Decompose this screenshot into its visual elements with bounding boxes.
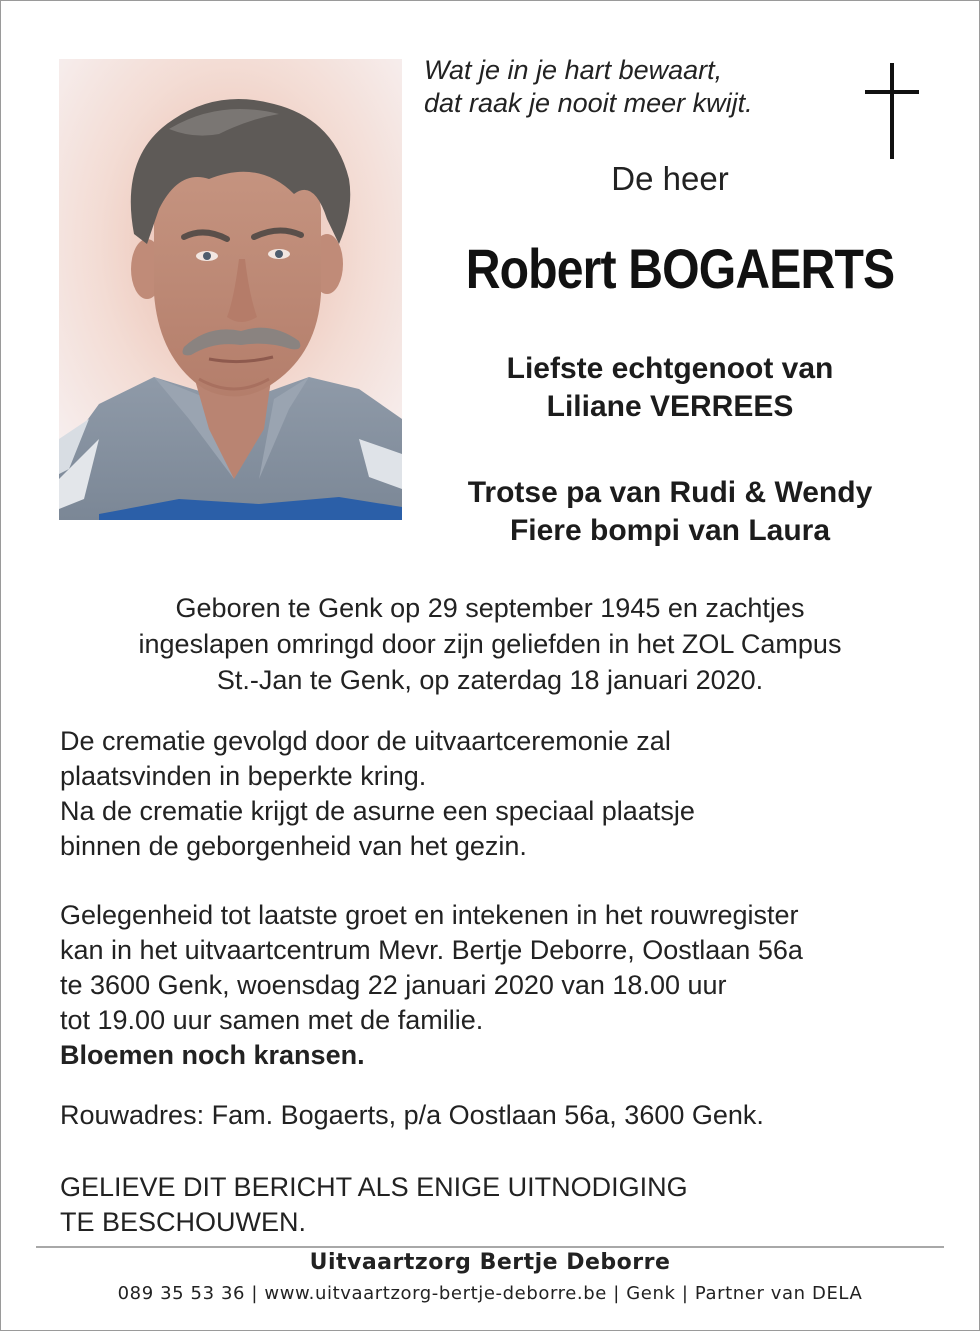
paragraph-line: te 3600 Genk, woensdag 22 januari 2020 van 18.00 uur bbox=[60, 970, 727, 1000]
relation-line: Fiere bompi van Laura bbox=[509, 514, 831, 547]
deceased-name: Robert BOGAERTS bbox=[465, 237, 895, 300]
memorial-quote bbox=[424, 54, 844, 120]
portrait-photo bbox=[59, 59, 402, 520]
paragraph-line: St.-Jan te Genk, op zaterdag 18 januari 2020. bbox=[216, 665, 764, 695]
paragraph-line: TE BESCHOUWEN. bbox=[60, 1207, 307, 1237]
funeral-home-name: Uitvaartzorg Bertje Deborre bbox=[309, 1250, 671, 1275]
paragraph-line: GELIEVE DIT BERICHT ALS ENIGE UITNODIGING bbox=[60, 1172, 688, 1202]
relation-line: Trotse pa van Rudi & Wendy bbox=[467, 476, 873, 509]
funeral-home-contact: 089 35 53 36 | www.uitvaartzorg-bertje-deborre.be | Genk | Partner van DELA bbox=[117, 1283, 863, 1304]
quote-line: dat raak je nooit meer kwijt. bbox=[424, 88, 753, 118]
quote-line: Wat je in je hart bewaart, bbox=[424, 55, 723, 85]
cremation-paragraph bbox=[60, 724, 940, 864]
visitation-paragraph bbox=[60, 898, 940, 1073]
invitation-notice bbox=[60, 1170, 940, 1240]
paragraph-line: Na de crematie krijgt de asurne een speciaal plaatsje bbox=[60, 796, 695, 826]
paragraph-line: kan in het uitvaartcentrum Mevr. Bertje Deborre, Oostlaan 56a bbox=[60, 935, 803, 965]
mourning-address bbox=[60, 1098, 940, 1133]
footer-divider bbox=[36, 1246, 944, 1248]
birth-death-paragraph bbox=[40, 590, 940, 698]
family-relations bbox=[410, 474, 930, 550]
paragraph-line: binnen de geborgenheid van het gezin. bbox=[60, 831, 527, 861]
paragraph-line: plaatsvinden in beperkte kring. bbox=[60, 761, 427, 791]
flowers-notice: Bloemen noch kransen. bbox=[60, 1040, 365, 1070]
paragraph-line: Geboren te Genk op 29 september 1945 en zachtjes bbox=[175, 593, 805, 623]
paragraph-line: tot 19.00 uur samen met de familie. bbox=[60, 1005, 484, 1035]
spouse-relation bbox=[410, 350, 930, 426]
honorific: De heer bbox=[611, 160, 729, 197]
relation-line: Liliane VERREES bbox=[546, 390, 794, 423]
latin-cross-icon bbox=[862, 63, 922, 159]
relation-line: Liefste echtgenoot van bbox=[506, 352, 834, 385]
paragraph-line: Rouwadres: Fam. Bogaerts, p/a Oostlaan 56a, 3600 Genk. bbox=[60, 1100, 764, 1130]
paragraph-line: De crematie gevolgd door de uitvaartceremonie zal bbox=[60, 726, 671, 756]
paragraph-line: Gelegenheid tot laatste groet en intekenen in het rouwregister bbox=[60, 900, 799, 930]
paragraph-line: ingeslapen omringd door zijn geliefden in het ZOL Campus bbox=[138, 629, 842, 659]
